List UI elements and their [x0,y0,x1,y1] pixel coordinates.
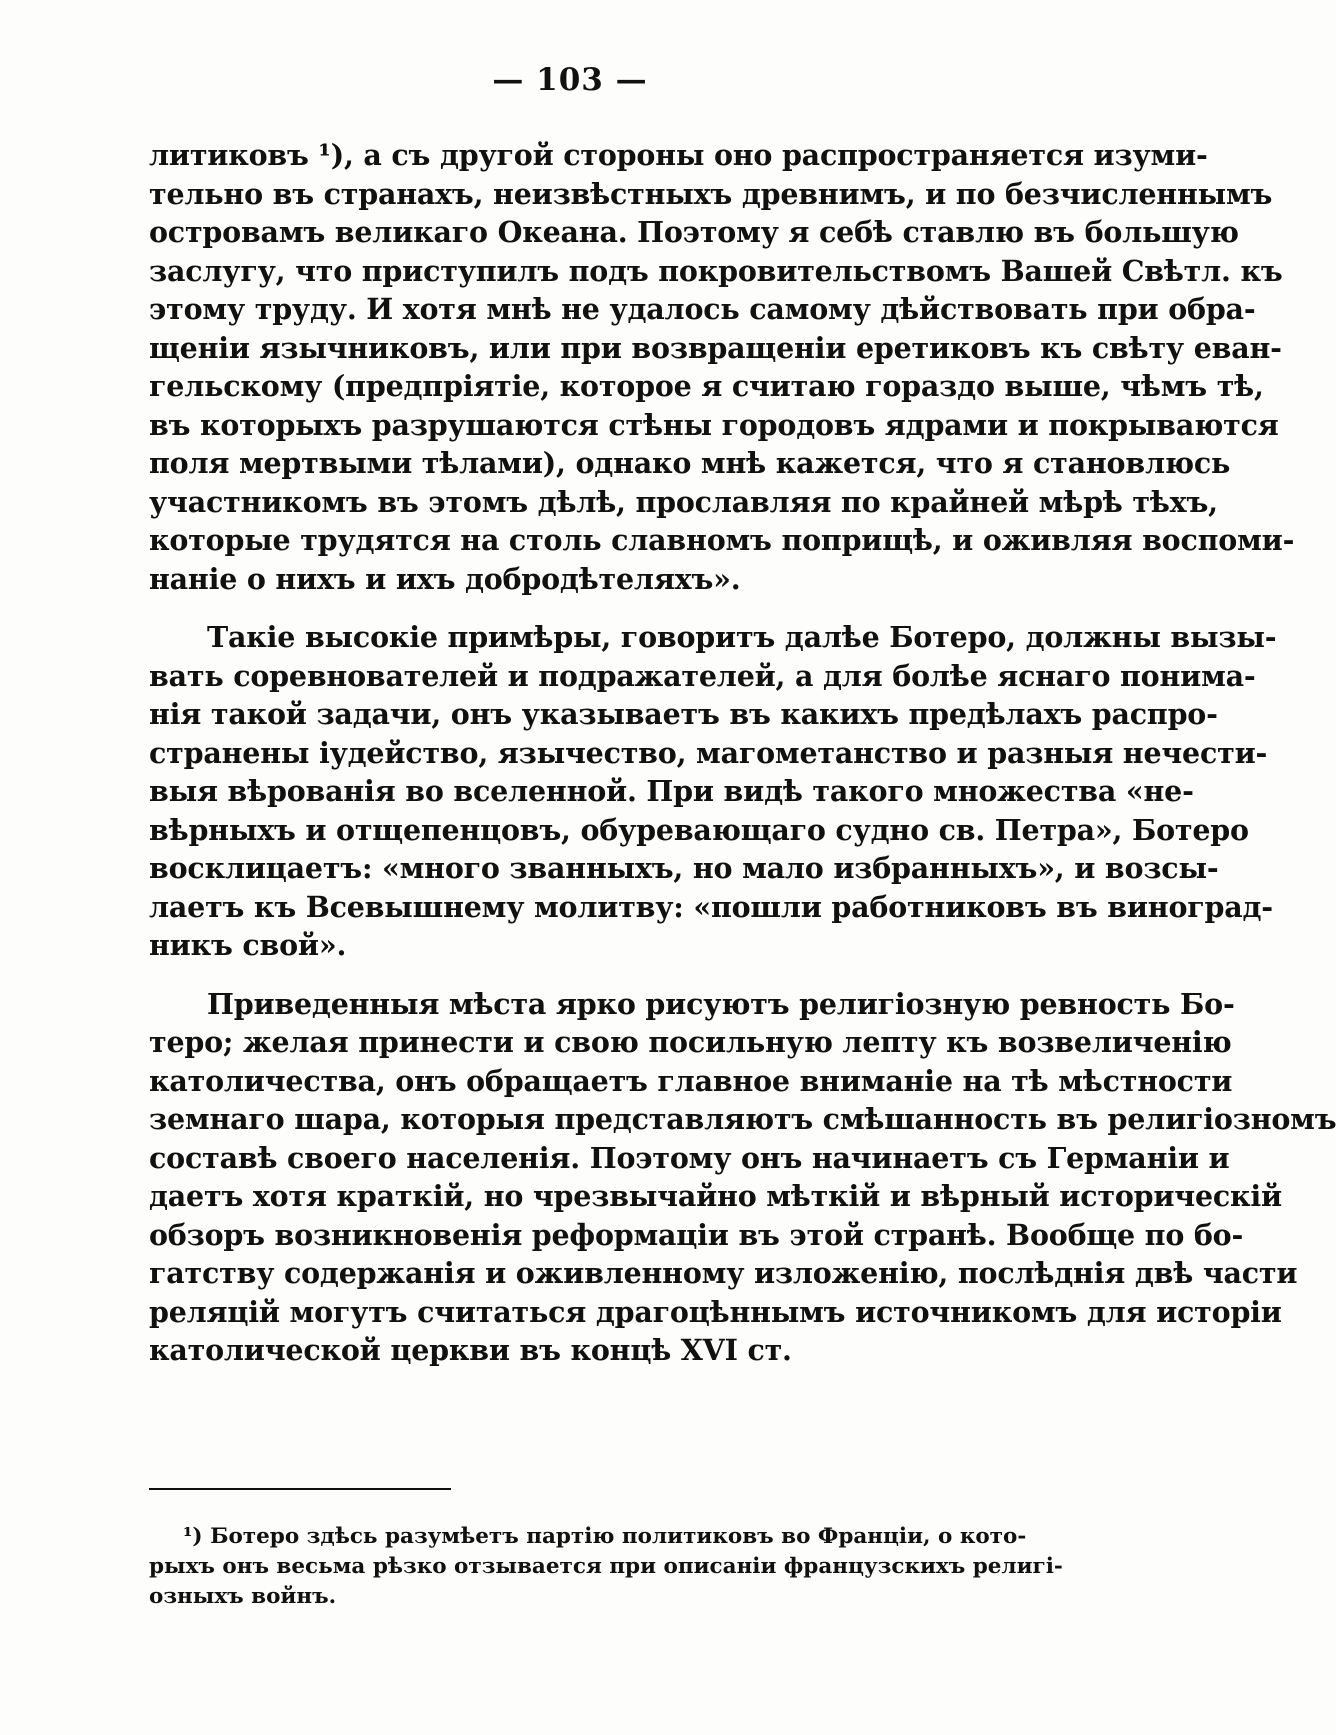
text-line: нія такой задачи, онъ указываетъ въ какихъ предѣлахъ распро- [149,697,1218,731]
text-line: лаетъ къ Всевышнему молитву: «пошли работниковъ въ виноград- [149,889,1273,924]
paragraph [149,618,1277,965]
text-line: никъ свой». [149,928,347,962]
text-line: вать соревнователей и подражателей, а для болѣе яснаго понима- [149,658,1256,693]
text-line: католичества, онъ обращаетъ главное вниманіе на тѣ мѣстности [149,1063,1233,1098]
footnote-line: озныхъ войнъ. [149,1584,337,1609]
text-line: которые трудятся на столь славномъ поприщѣ, и оживляя воспоми- [149,523,1295,557]
text-line: въ которыхъ разрушаются стѣны городовъ ядрами и покрываются [149,407,1279,442]
text-line: реляцій могутъ считаться драгоцѣннымъ источникомъ для исторіи [149,1294,1282,1329]
text-line: островамъ великаго Океана. Поэтому я себѣ ставлю въ большую [149,215,1239,249]
footnote [149,1522,1063,1612]
text-line: литиковъ ¹), а съ другой стороны оно распространяется изуми- [149,138,1208,172]
text-line: гельскому (предпріятіе, которое я считаю гораздо выше, чѣмъ тѣ, [149,369,1264,403]
text-line: составѣ своего населенія. Поэтому онъ начинаетъ съ Германіи и [149,1140,1230,1175]
text-line: даетъ хотя краткій, но чрезвычайно мѣткій и вѣрный историческій [149,1179,1282,1213]
footnote-divider [149,1488,451,1490]
footnote-line: рыхъ онъ весьма рѣзко отзывается при описаніи французскихъ религі- [149,1554,1063,1579]
text-line: поля мертвыми тѣлами), однако мнѣ кажется, что я становлюсь [149,446,1231,480]
text-line: щеніи язычниковъ, или при возвращеніи еретиковъ къ свѣту еван- [149,330,1282,365]
text-line: наніе о нихъ и ихъ добродѣтеляхъ». [149,561,741,596]
text-line: теро; желая принести и свою посильную лепту къ возвеличенію [149,1025,1232,1059]
text-line: странены іудейство, язычество, магометанство и разныя нечести- [149,735,1268,770]
text-line: вѣрныхъ и отщепенцовъ, обуревающаго судно св. Петра», Ботеро [149,812,1249,847]
text-line: католической церкви въ концѣ XVI ст. [149,1333,792,1367]
text-line: Приведенныя мѣста ярко рисуютъ религіозную ревность Бо- [207,986,1235,1021]
main-text [149,136,1336,1370]
text-line: тельно въ странахъ, неизвѣстныхъ древнимъ, и по безчисленнымъ [149,176,1273,211]
paragraph [149,985,1336,1370]
text-line: земнаго шара, которыя представляютъ смѣшанность въ религіозномъ [149,1102,1336,1136]
footnote-line: ¹) Ботеро здѣсь разумѣетъ партію политиковъ во Франціи, о кото- [183,1524,1027,1549]
text-line: заслугу, что приступилъ подъ покровительствомъ Вашей Свѣтл. къ [149,253,1283,288]
text-line: восклицаетъ: «много званныхъ, но мало избранныхъ», и возсы- [149,851,1219,885]
text-line: обзоръ возникновенія реформаціи въ этой странѣ. Вообще по бо- [149,1217,1244,1252]
text-line: выя вѣрованія во вселенной. При видѣ такого множества «не- [149,774,1194,808]
page-number: — 103 — [492,62,648,98]
paragraph [149,136,1295,598]
text-line: Такіе высокіе примѣры, говоритъ далѣе Ботеро, должны вызы- [207,620,1277,654]
text-line: этому труду. И хотя мнѣ не удалось самому дѣйствовать при обра- [149,292,1256,326]
text-line: гатству содержанія и оживленному изложенію, послѣднія двѣ части [149,1256,1298,1290]
text-line: участникомъ въ этомъ дѣлѣ, прославляя по крайней мѣрѣ тѣхъ, [149,484,1218,519]
